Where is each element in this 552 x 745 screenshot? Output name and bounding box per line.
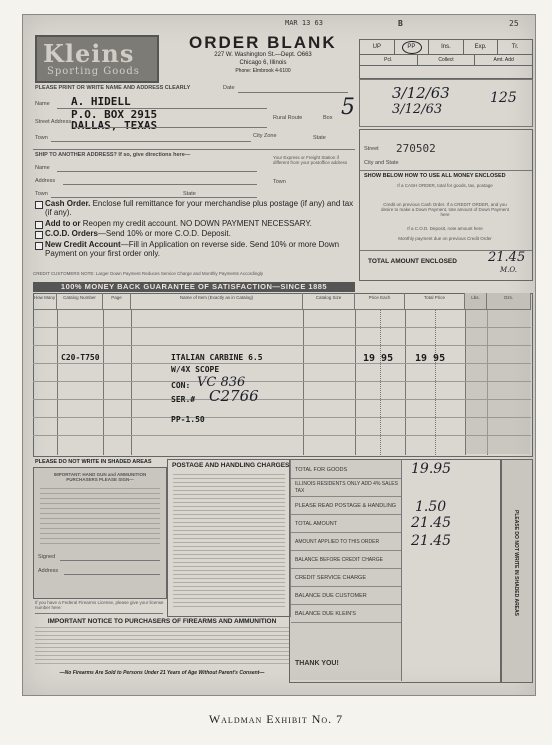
box-pp-label: PP xyxy=(407,44,416,50)
order-date-scribble: 3/12/63 xyxy=(392,84,450,102)
total-enclosed-note: M.O. xyxy=(500,266,517,274)
total-enclosed-value: 21.45 xyxy=(488,250,526,265)
row-rule-1 xyxy=(33,327,531,328)
date-line xyxy=(238,92,348,93)
new-credit-checkbox[interactable] xyxy=(35,242,43,250)
add-to-checkbox[interactable] xyxy=(35,221,43,229)
cash-order-option xyxy=(45,199,355,217)
new-credit-text: —Fill in Application on reverse side. Send 10% or more Down Payment on your first order only. xyxy=(45,240,340,258)
col-how-many: How Many xyxy=(33,293,57,309)
total-amount-value: 21.45 xyxy=(411,515,452,531)
form-title: ORDER BLANK xyxy=(189,33,337,52)
row-rule-3 xyxy=(33,363,531,364)
col-page: Page xyxy=(103,293,131,309)
street-value-right: 270502 xyxy=(396,142,436,155)
money-heading: SHOW BELOW HOW TO USE ALL MONEY ENCLOSED xyxy=(364,173,506,179)
order-item-line-2: W/4X SCOPE xyxy=(171,365,220,374)
cash-order-note: If a CASH ORDER, total for goods, tax, postage xyxy=(397,183,493,188)
exhibit-caption: Waldman Exhibit No. 7 xyxy=(208,712,344,726)
ship-address-line xyxy=(63,184,257,185)
ship-town2-label: Town xyxy=(273,179,286,185)
rural-route-label: Rural Route xyxy=(273,115,303,121)
cod-checkbox[interactable] xyxy=(35,231,43,239)
batch-stamp: B xyxy=(398,19,403,28)
box-tr: Tr. xyxy=(511,44,519,50)
balance-due-kleins-label: BALANCE DUE KLEIN'S xyxy=(291,605,401,623)
signature-address-label: Address xyxy=(38,568,59,574)
serial-number: C2766 xyxy=(209,387,259,405)
cod-deposit-note: If a C.O.D. Deposit, note amount here xyxy=(407,226,483,231)
received-stamp: MAR 13 63 xyxy=(285,19,323,27)
total-for-goods-label: TOTAL FOR GOODS xyxy=(291,461,401,479)
col-rule-5 xyxy=(355,309,356,455)
kleins-logo xyxy=(35,35,159,83)
town-line xyxy=(51,141,251,142)
amount-applied-value: 21.45 xyxy=(411,533,452,549)
order-blank-paper xyxy=(22,14,536,696)
order-number-box xyxy=(359,79,533,127)
license-line xyxy=(35,613,163,614)
ship-town-line xyxy=(51,197,257,198)
postage-title: POSTAGE AND HANDLING CHARGES xyxy=(172,462,290,469)
signature-address-line xyxy=(64,574,160,575)
customer-po-box: P.O. BOX 2915 xyxy=(71,108,158,121)
total-amount-label: TOTAL AMOUNT xyxy=(291,515,401,533)
order-item-line-1: ITALIAN CARBINE 6.5 xyxy=(171,353,263,362)
row-rule-7 xyxy=(33,435,531,436)
total-enclosed-label: TOTAL AMOUNT ENCLOSED xyxy=(368,258,457,265)
row-rule-2 xyxy=(33,345,531,346)
add-to-text: Reopen my credit account. NO DOWN PAYMENT NECESSARY. xyxy=(82,219,312,228)
col-rule-3 xyxy=(131,309,132,455)
con-label: CON: xyxy=(171,381,191,390)
col-ozs: Ozs. xyxy=(487,293,531,309)
postage-handling-label: PLEASE READ POSTAGE & HANDLING xyxy=(291,497,401,515)
postage-handling-value: 1.50 xyxy=(415,499,447,515)
box-pcl: Pcl. xyxy=(360,55,418,65)
shaded-area-heading: PLEASE DO NOT WRITE IN SHADED AREAS xyxy=(35,459,152,465)
serial-label: SER.# xyxy=(171,395,196,404)
handgun-fine-print xyxy=(40,488,160,546)
date-label: Date xyxy=(223,85,235,91)
express-station-label: Your Express or Freight Station if different from your postoffice address xyxy=(273,155,348,165)
col-price-each: Price Each xyxy=(355,293,405,309)
amount-applied-label: AMOUNT APPLIED TO THIS ORDER xyxy=(291,533,401,551)
col-rule-6b xyxy=(435,309,436,455)
order-date-written: 3/12/63 xyxy=(392,102,443,117)
thank-you-label: THANK YOU! xyxy=(295,660,339,667)
new-credit-label: New Credit Account xyxy=(45,240,121,249)
box-pp xyxy=(395,40,430,54)
address-line-2: Chicago 6, Illinois xyxy=(239,60,287,66)
customer-name: A. HIDELL xyxy=(71,95,131,108)
col-rule-1 xyxy=(57,309,58,455)
phone-line: Phone: Elmbrook 4-6100 xyxy=(235,68,291,74)
col-rule-4 xyxy=(303,309,304,455)
add-to-option xyxy=(45,219,312,228)
address-line-1: 227 W. Washington St.—Dept. O663 xyxy=(214,52,312,58)
name-label: Name xyxy=(35,101,50,107)
ship-to-divider xyxy=(33,149,355,150)
guarantee-banner: 100% MONEY BACK GUARANTEE OF SATISFACTION—SINCE 1885 xyxy=(33,282,355,292)
print-notice: PLEASE PRINT OR WRITE NAME AND ADDRESS CLEARLY xyxy=(35,85,191,91)
notice-fine-print xyxy=(35,627,289,667)
cash-order-text: Enclose full remittance for your merchandise plus postage (if any) and tax (if any). xyxy=(45,199,354,217)
corner-number-stamp: 25 xyxy=(509,19,519,28)
col-total-price: Total Price xyxy=(405,293,465,309)
table-header-divider xyxy=(33,309,531,310)
weight-shaded-area xyxy=(466,310,530,454)
order-items-table xyxy=(33,293,533,457)
notice-title: IMPORTANT NOTICE TO PURCHASERS OF FIREARMS AND AMMUNITION xyxy=(47,618,277,625)
state-label: State xyxy=(313,135,326,141)
money-heading-divider xyxy=(360,170,532,171)
customer-city: DALLAS, TEXAS xyxy=(71,119,158,132)
row-rule-6 xyxy=(33,417,531,418)
col-item-name: Name of Item (Exactly as in Catalog) xyxy=(131,293,303,309)
cod-option xyxy=(45,229,231,238)
street-label-right: Street xyxy=(364,146,379,152)
handgun-box-title: IMPORTANT: HAND GUN and AMMUNITION PURCHASERS PLEASE SIGN— xyxy=(53,472,147,482)
city-zone-label: City Zone xyxy=(253,133,277,139)
handgun-signature-box xyxy=(33,467,167,599)
side-shaded-strip xyxy=(501,459,533,683)
signed-line xyxy=(60,560,160,561)
handwritten-exhibit-number: 5 xyxy=(341,95,355,120)
signed-label: Signed xyxy=(38,554,56,560)
shipping-method-bottom-row xyxy=(360,54,532,66)
logo-subtitle: Sporting Goods xyxy=(47,66,140,77)
illinois-tax-label: ILLINOIS RESIDENTS ONLY ADD 4% SALES TAX xyxy=(291,479,401,497)
credit-order-note: Credit on previous Cash Order. If a CREDIT ORDER, and you desire to make a Down Payment, tote amount of Down Payment here xyxy=(380,202,510,217)
city-state-label-right: City and State xyxy=(364,160,399,166)
col-rule-6 xyxy=(405,309,406,455)
ship-name-label: Name xyxy=(35,165,50,171)
box-amt-add: Amt. Add xyxy=(493,57,514,63)
row-rule-4 xyxy=(33,381,531,382)
shipping-method-grid xyxy=(359,39,533,79)
box-ins: Ins. xyxy=(429,40,464,54)
credit-customers-note: CREDIT CUSTOMERS NOTE: Larger Down Payment Reduces Service Charge and Monthly Payments Accordingly xyxy=(33,271,264,276)
ship-state-label: State xyxy=(183,191,196,197)
add-to-label: Add to or xyxy=(45,219,81,228)
order-price-each: 19 95 xyxy=(363,353,394,364)
total-for-goods-value: 19.95 xyxy=(411,461,452,477)
logo-wordmark: Kleins xyxy=(43,39,135,68)
town-label: Town xyxy=(35,135,48,141)
box-up: UP xyxy=(360,40,395,54)
con-value: VC 836 xyxy=(197,375,246,390)
cash-order-checkbox[interactable] xyxy=(35,201,43,209)
pp-circle-mark xyxy=(402,41,422,54)
box-label: Box xyxy=(323,115,333,121)
totals-divider xyxy=(401,459,402,681)
row-rule-5 xyxy=(33,399,531,400)
order-catalog-number: C20-T750 xyxy=(61,353,100,362)
monthly-payment-note: Monthly payment due on previous Credit Order xyxy=(398,236,492,241)
order-number: 125 xyxy=(490,90,517,106)
box-exp: Exp. xyxy=(464,40,499,54)
shipping-method-top-row xyxy=(360,40,532,54)
side-note: PLEASE DO NOT WRITE IN SHADED AREAS xyxy=(513,510,519,616)
ship-address-label: Address xyxy=(35,178,56,184)
col-catalog-size: Catalog Size xyxy=(303,293,355,309)
cash-order-label: Cash Order. xyxy=(45,199,91,208)
postage-paid-note: PP-1.50 xyxy=(171,415,205,424)
ship-town-label: Town xyxy=(35,191,48,197)
ship-name-line xyxy=(57,171,257,172)
ship-to-label: SHIP TO ANOTHER ADDRESS? If so, give directions here— xyxy=(35,152,191,158)
cod-text: —Send 10% or more C.O.D. Deposit. xyxy=(97,229,231,238)
federal-license-note: If you have a Federal Firearms License, please give your license number here: xyxy=(35,600,164,610)
balance-due-customer-label: BALANCE DUE CUSTOMER xyxy=(291,587,401,605)
postage-handling-box xyxy=(167,459,291,617)
postage-fine-print xyxy=(173,474,285,610)
cod-label: C.O.D. Orders xyxy=(45,229,98,238)
col-lbs: Lbs. xyxy=(465,293,487,309)
order-total-price: 19 95 xyxy=(415,353,446,364)
col-rule-5b xyxy=(380,309,381,455)
new-credit-option xyxy=(45,240,357,258)
balance-before-credit-label: BALANCE BEFORE CREDIT CHARGE xyxy=(291,551,401,569)
col-rule-2 xyxy=(103,309,104,455)
box-collect: Collect xyxy=(418,55,476,65)
street-label: Street Address xyxy=(35,119,72,125)
street-line xyxy=(73,127,267,128)
notice-footer: —No Firearms Are Sold to Persons Under 21 Years of Age Without Parent's Consent— xyxy=(59,670,265,676)
credit-service-charge-label: CREDIT SERVICE CHARGE xyxy=(291,569,401,587)
col-catalog-number: Catalog Number xyxy=(57,293,103,309)
money-enclosed-panel xyxy=(359,129,533,281)
